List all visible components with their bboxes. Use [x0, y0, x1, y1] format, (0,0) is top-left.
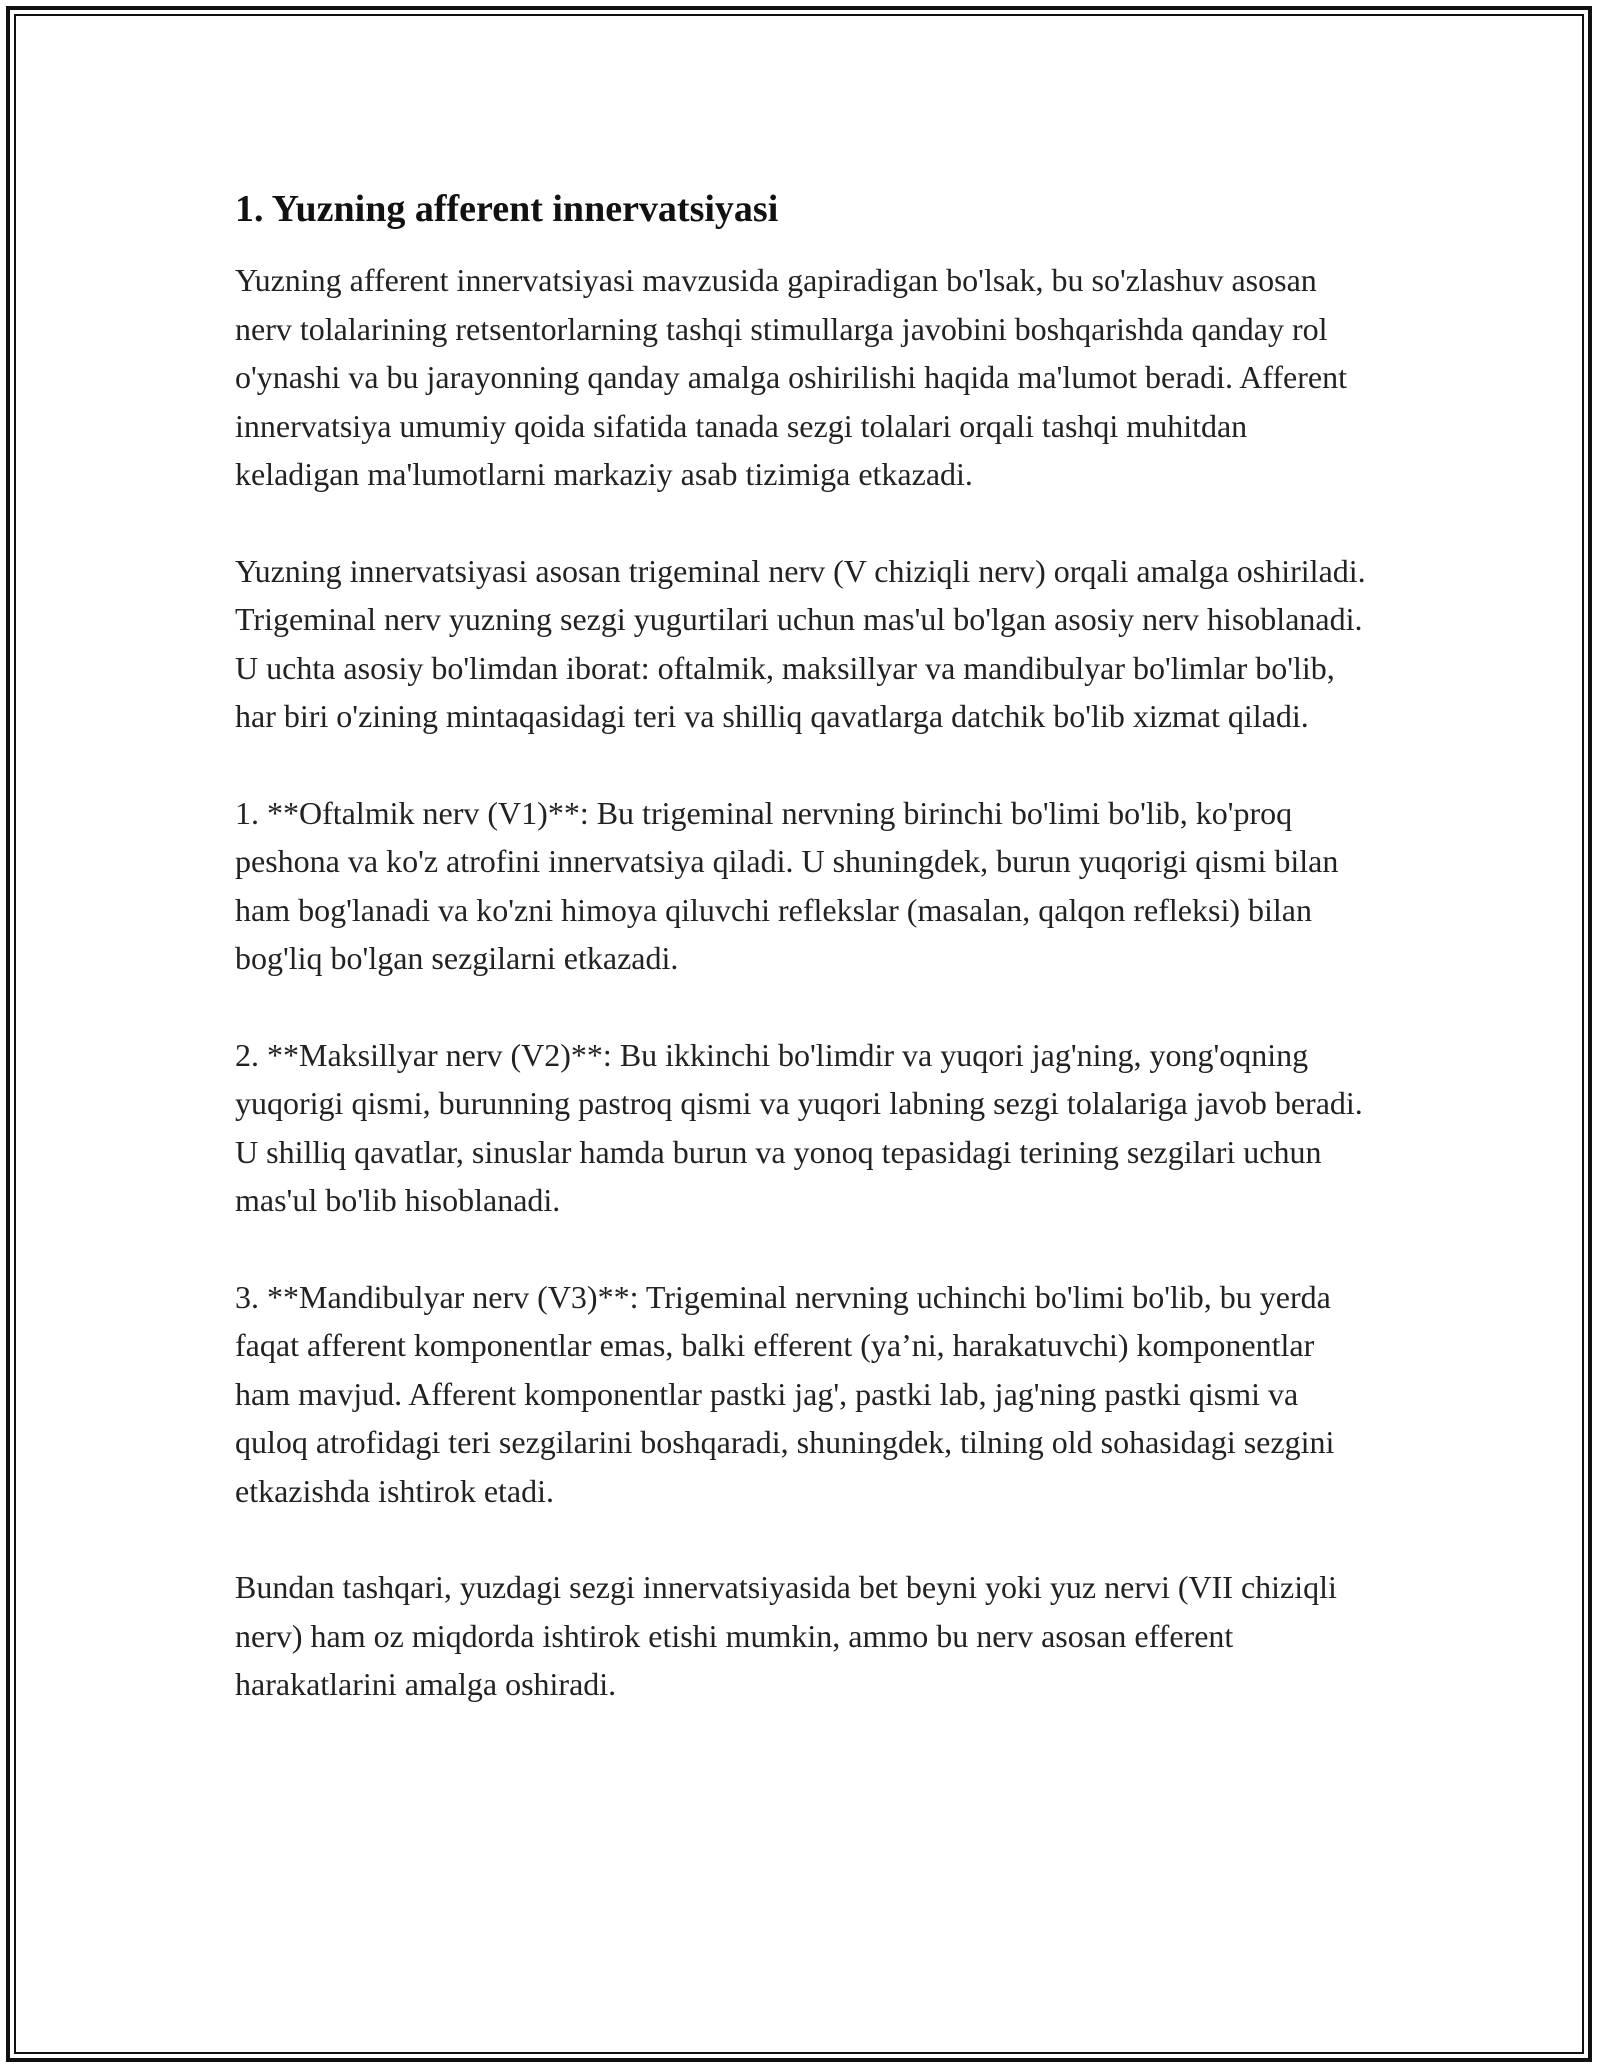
list-item-mandibulyar: 3. **Mandibulyar nerv (V3)**: Trigeminal nervning uchinchi bo'limi bo'lib, bu yerda faqat afferent komponentlar emas, balki efferent (ya’ni, harakatuvchi) komponentlar ham mavjud. Afferent komponentlar pastki jag', pastki lab, jag'ning pastki qismi va quloq atrofidagi teri sezgilarini boshqaradi, shuningdek, tilning old sohasidagi sezgini etkazishda ishtirok etadi.: [235, 1278, 1335, 1509]
paragraph-conclusion: Bundan tashqari, yuzdagi sezgi innervatsiyasida bet beyni yoki yuz nervi (VII chiziqli nerv) ham oz miqdorda ishtirok etishi mumkin, ammo bu nerv asosan efferent harakatlarini amalga oshiradi.: [235, 1569, 1337, 1703]
paragraph-trigeminal: Yuzning innervatsiyasi asosan trigeminal nerv (V chiziqli nerv) orqali amalga oshiriladi. Trigeminal nerv yuzning sezgi yugurtilari uchun mas'ul bo'lgan asosiy nerv hisoblanadi. U uchta asosiy bo'limdan iborat: oftalmik, maksillyar va mandibulyar bo'limlar bo'lib, har biri o'zining mintaqasidagi teri va shilliq qavatlarga datchik bo'lib xizmat qiladi.: [235, 552, 1366, 735]
document-body: [235, 185, 1375, 1757]
list-item-maksillyar: 2. **Maksillyar nerv (V2)**: Bu ikkinchi bo'limdir va yuqori jag'ning, yong'oqning yuqorigi qismi, burunning pastroq qismi va yuqori labning sezgi tolalariga javob beradi. U shilliq qavatlar, sinuslar hamda burun va yonoq tepasidagi terining sezgilari uchun mas'ul bo'lib hisoblanadi.: [235, 1036, 1363, 1219]
paragraph-intro: Yuzning afferent innervatsiyasi mavzusida gapiradigan bo'lsak, bu so'zlashuv asosan nerv tolalarining retsentorlarning tashqi stimullarga javobini boshqarishda qanday rol o'ynashi va bu jarayonning qanday amalga oshirilishi haqida ma'lumot beradi. Afferent innervatsiya umumiy qoida sifatida tanada sezgi tolalari orqali tashqi muhitdan keladigan ma'lumotlarni markaziy asab tizimiga etkazadi.: [235, 262, 1347, 493]
section-heading: 1. Yuzning afferent innervatsiyasi: [235, 188, 779, 230]
list-item-oftalmik: 1. **Oftalmik nerv (V1)**: Bu trigeminal nervning birinchi bo'limi bo'lib, ko'proq peshona va ko'z atrofini innervatsiya qiladi. U shuningdek, burun yuqorigi qismi bilan ham bog'lanadi va ko'zni himoya qiluvchi reflekslar (masalan, qalqon refleksi) bilan bog'liq bo'lgan sezgilarni etkazadi.: [235, 794, 1339, 977]
